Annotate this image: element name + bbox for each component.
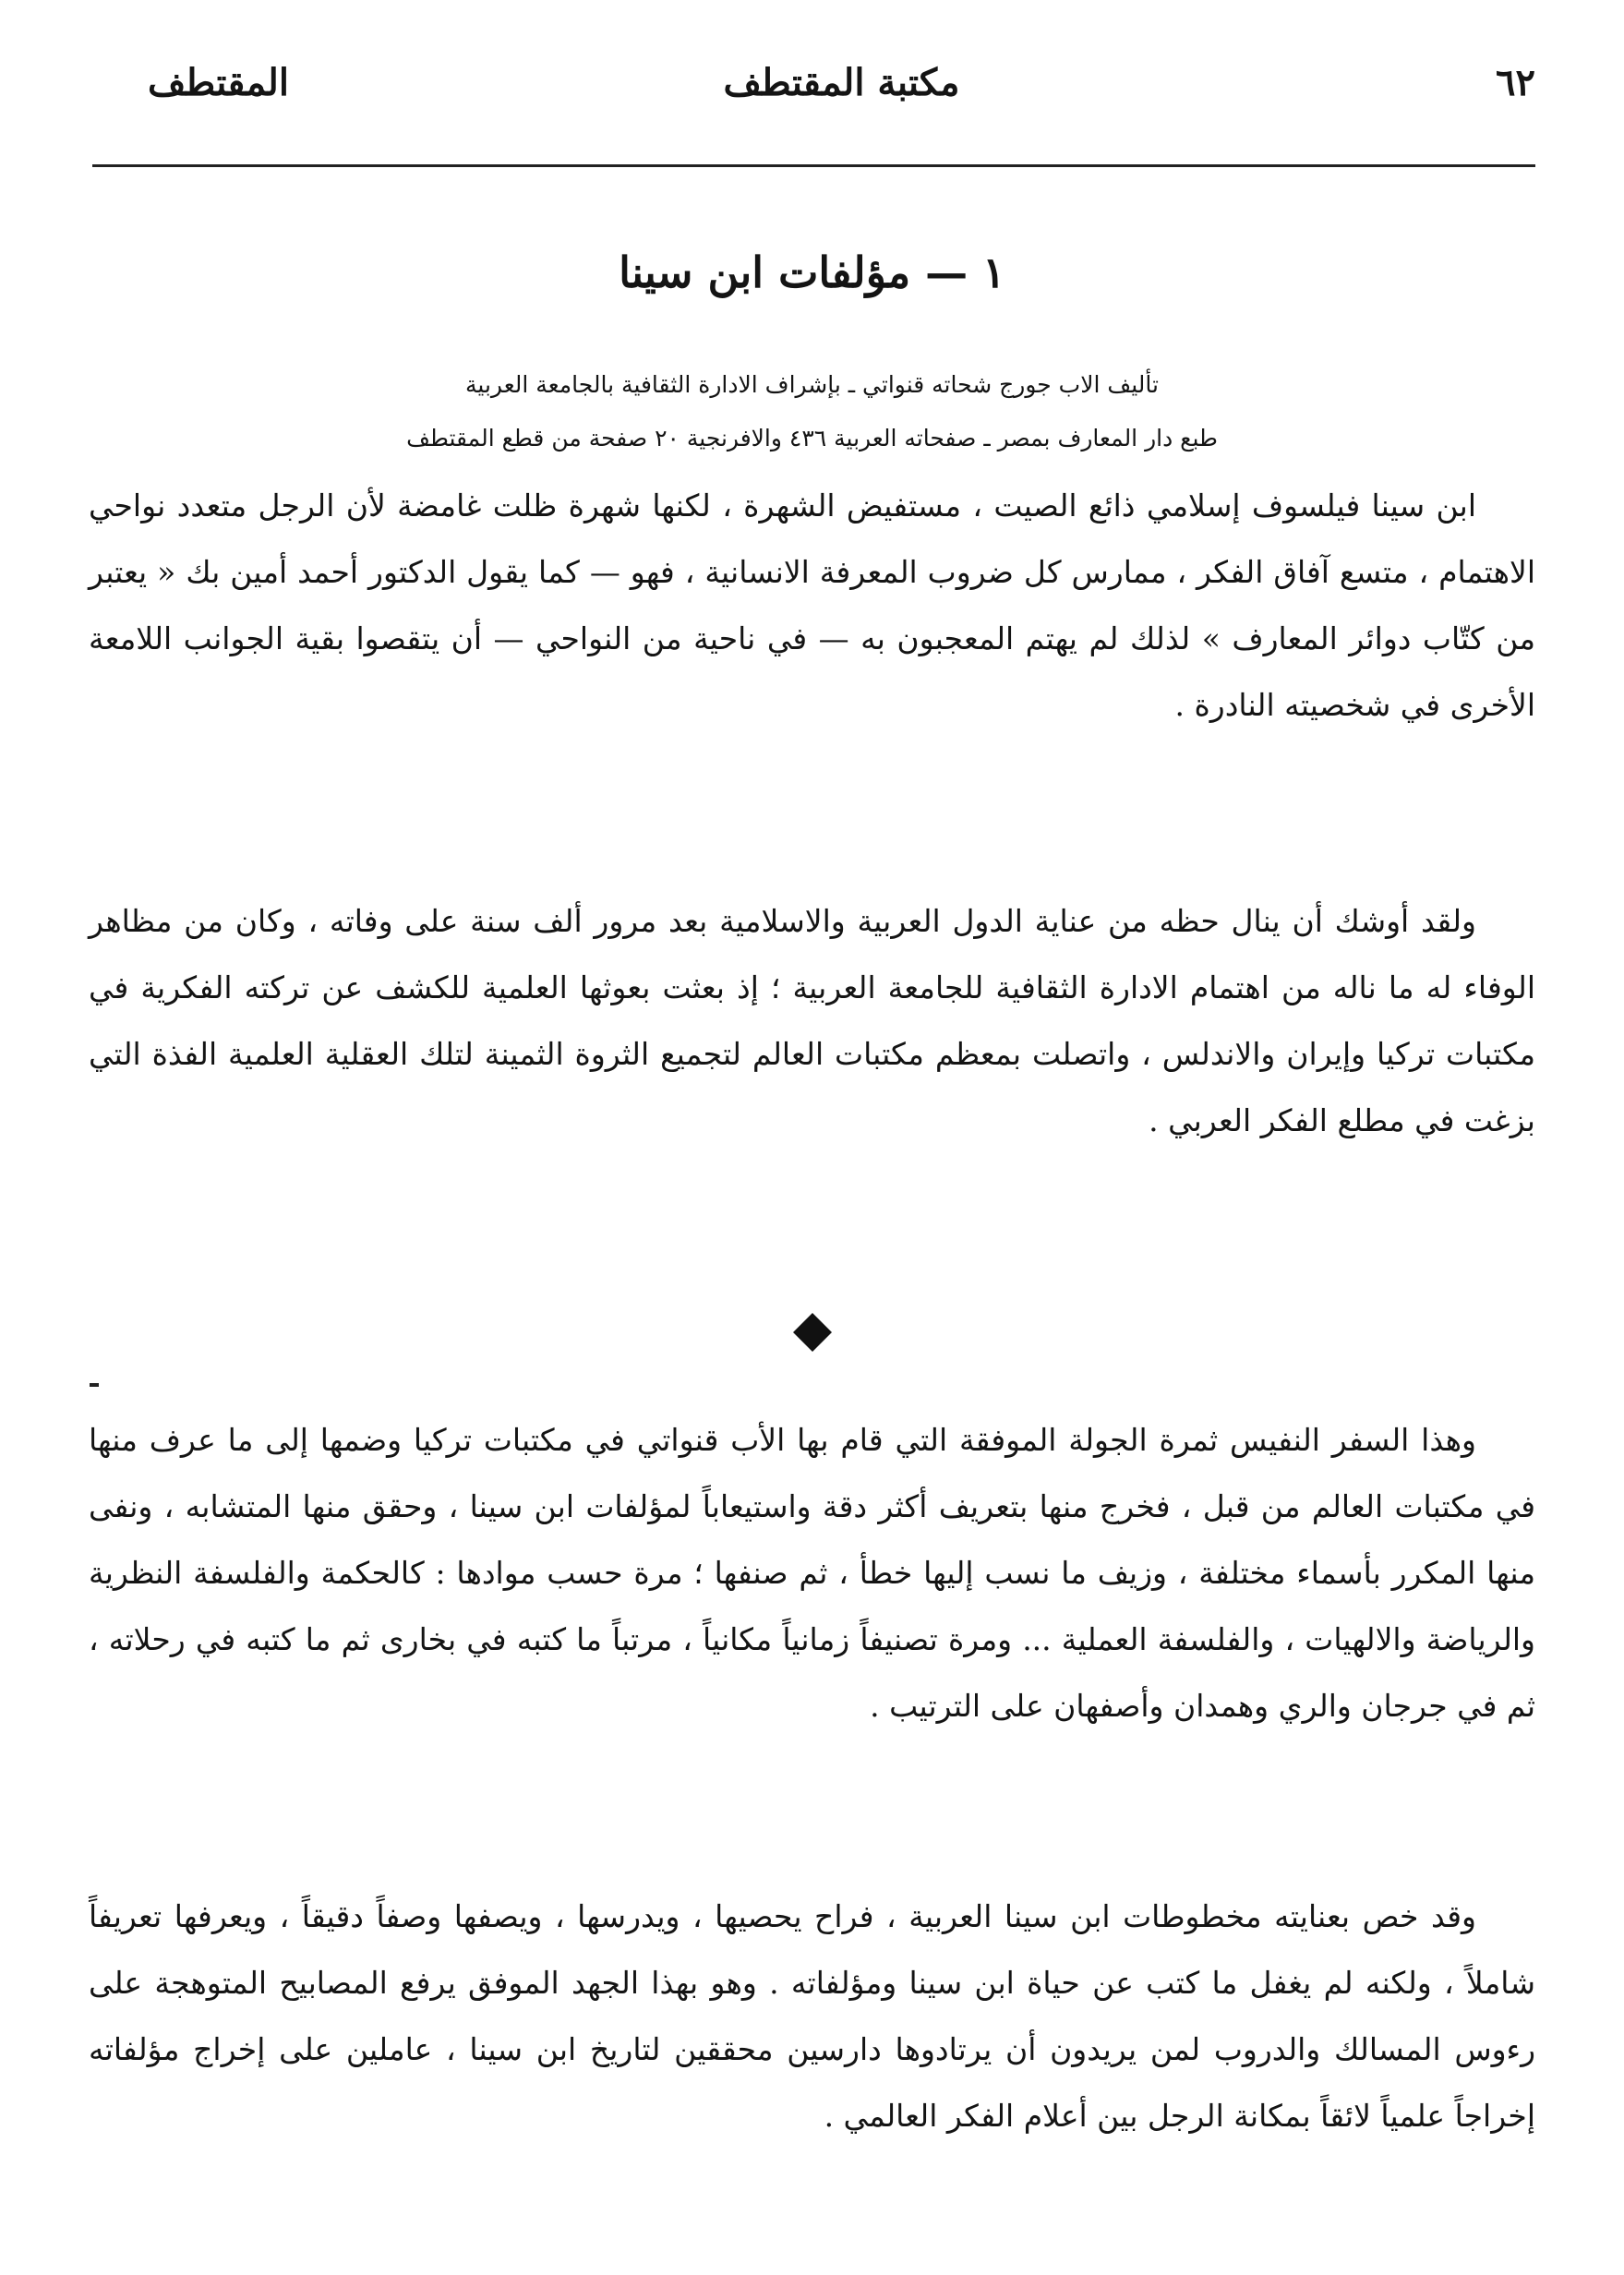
print-mark	[90, 1383, 99, 1387]
paragraph-4: وقد خص بعنايته مخطوطات ابن سينا العربية ، فراح يحصيها ، ويدرسها ، ويصفها وصفاً دقيقاً ، ويعرفها تعريفاً شاملاً ، ولكنه لم يغفل ما كتب عن حياة ابن سينا ومؤلفاته . وهو بهذا الجهد الموفق يرفع المصابيح المتوهجة على رءوس المسالك والدروب لمن يريدون أن يرتادوها دارسين محققين لتاريخ ابن سينا ، عاملين على إخراج مؤلفاته إخراجاً علمياً لائقاً بمكانة الرجل بين أعلام الفكر العالمي .	[89, 1898, 1535, 2134]
publication-line: طبع دار المعارف بمصر ـ صفحاته العربية ٤٣٦ والافرنجية ٢٠ صفحة من قطع المقتطف	[406, 425, 1218, 451]
paragraph-2: ولقد أوشك أن ينال حظه من عناية الدول العربية والاسلامية بعد مرور ألف سنة على وفاته ، وكان من مظاهر الوفاء له ما ناله من اهتمام الادارة الثقافية للجامعة العربية ؛ إذ بعثت بعوثها العلمية للكشف عن تركته الفكرية في مكتبات تركيا وإيران والاندلس ، واتصلت بمعظم مكتبات العالم لتجميع الثروة الثمينة لتلك العقلية العلمية الفذة التي بزغت في مطلع الفكر العربي .	[89, 903, 1535, 1138]
section-title: مكتبة المقتطف	[723, 61, 960, 104]
paragraph-3: وهذا السفر النفيس ثمرة الجولة الموفقة التي قام بها الأب قنواتي في مكتبات تركيا وضمها إلى ما عرف منها في مكتبات العالم من قبل ، فخرج منها بتعريف أكثر دقة واستيعاباً لمؤلفات ابن سينا ، وحقق منها المتشابه ، ونفى منها المكرر بأسماء مختلفة ، وزيف ما نسب إليها خطأ ، ثم صنفها ؛ مرة حسب موادها : كالحكمة والفلسفة النظرية والرياضة والالهيات ، والفلسفة العملية ... ومرة تصنيفاً زمانياً مكانياً ، مرتباً ما كتبه في بخارى ثم ما كتبه في رحلاته ، ثم في جرجان والري وهمدان وأصفهان على الترتيب .	[89, 1422, 1535, 1724]
running-header	[148, 61, 1535, 126]
article-meta	[166, 358, 1458, 465]
header-rule	[92, 164, 1535, 167]
paragraph-1: ابن سينا فيلسوف إسلامي ذائع الصيت ، مستفيض الشهرة ، لكنها شهرة ظلت غامضة لأن الرجل متعدد نواحي الاهتمام ، متسع آفاق الفكر ، ممارس كل ضروب المعرفة الانسانية ، فهو — كما يقول الدكتور أحمد أمين بك « يعتبر من كتّاب دوائر المعارف » لذلك لم يهتم المعجبون به — في ناحية من النواحي — أن يتقصوا بقية الجوانب اللامعة الأخرى في شخصيته النادرة .	[89, 488, 1535, 723]
diamond-divider-icon	[791, 1311, 834, 1354]
author-line: تأليف الاب جورج شحاته قنواتي ـ بإشراف الادارة الثقافية بالجامعة العربية	[465, 371, 1159, 398]
magazine-name: المقتطف	[148, 61, 289, 104]
article-heading: ١ — مؤلفات ابن سينا	[619, 247, 1005, 297]
page-number: ٦٢	[1496, 61, 1535, 104]
